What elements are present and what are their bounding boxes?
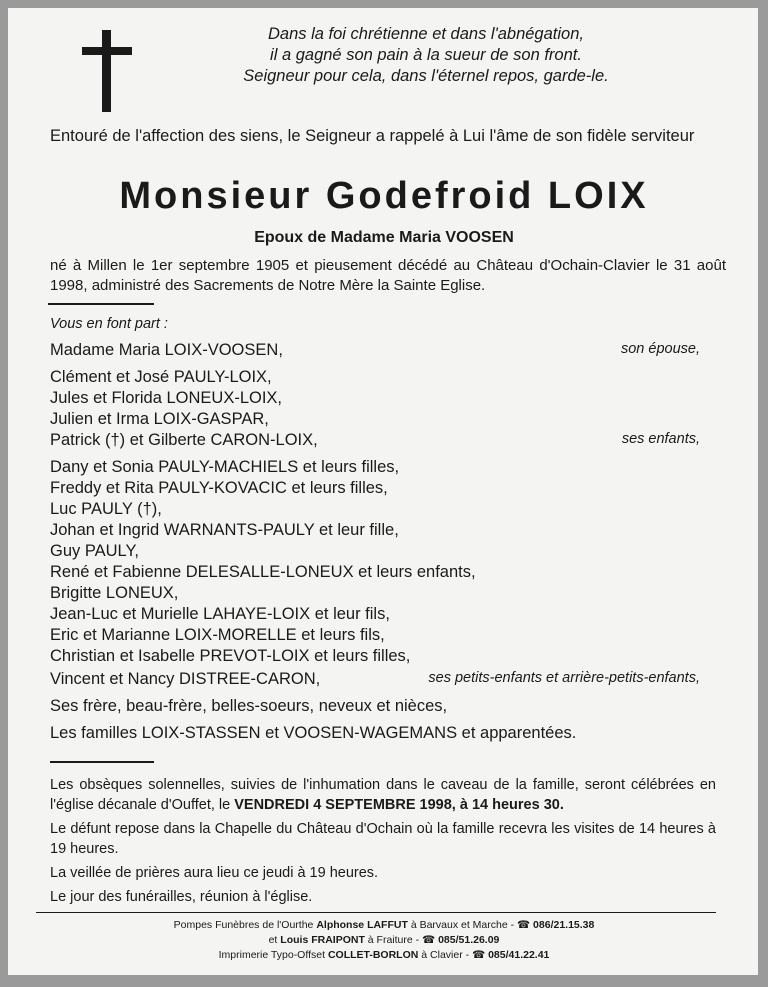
footer-phone: 085/51.26.09 (438, 934, 500, 946)
list-item: Patrick (†) et Gilberte CARON-LOIX, (50, 431, 318, 449)
deceased-name: Monsieur Godefroid LOIX (119, 175, 649, 217)
reunion-paragraph: Le jour des funérailles, réunion à l'église. (50, 889, 313, 905)
footer-text: à Fraiture - (367, 934, 420, 946)
families-line: Les familles LOIX-STASSEN et VOOSEN-WAGEMANS et apparentées. (50, 724, 577, 742)
wife-name: Madame Maria LOIX-VOOSEN, (50, 341, 283, 359)
grandchildren-last-line (50, 670, 700, 689)
verse-line: Dans la foi chrétienne et dans l'abnégation, (268, 25, 584, 43)
list-item: Jean-Luc et Murielle LAHAYE-LOIX et leur fils, (50, 605, 390, 623)
list-item: René et Fabienne DELESALLE-LONEUX et leurs enfants, (50, 563, 476, 581)
footer-divider (36, 912, 716, 913)
divider (48, 303, 154, 305)
list-item: Johan et Ingrid WARNANTS-PAULY et leur fille, (50, 521, 399, 539)
footer-text: Imprimerie Typo-Offset (218, 949, 326, 961)
footer-line-3 (0, 949, 768, 961)
footer-text: à Clavier - (421, 949, 470, 961)
children-last-line (50, 431, 700, 450)
verse (216, 24, 636, 87)
verse-line: Seigneur pour cela, dans l'éternel repos, garde-le. (243, 67, 609, 85)
announcement-label: Vous en font part : (50, 316, 168, 332)
footer-company: Louis FRAIPONT (280, 934, 365, 946)
phone-icon: ☎ (472, 949, 486, 961)
spouse-line: Epoux de Madame Maria VOOSEN (254, 229, 514, 246)
list-item: Eric et Marianne LOIX-MORELLE et leurs fils, (50, 626, 385, 644)
cross-icon (82, 30, 132, 112)
footer-text: Pompes Funèbres de l'Ourthe (173, 919, 314, 931)
repose-paragraph: Le défunt repose dans la Chapelle du Château d'Ochain où la famille recevra les visites de 14 heures à 19 heures. (50, 821, 716, 857)
footer-line-2 (0, 934, 768, 946)
funeral-info (50, 775, 716, 911)
verse-line: il a gagné son pain à la sueur de son front. (270, 46, 582, 64)
footer-text: et (268, 934, 278, 946)
obseques-date: VENDREDI 4 SEPTEMBRE 1998, à 14 heures 30. (234, 797, 564, 813)
list-item: Freddy et Rita PAULY-KOVACIC et leurs filles, (50, 479, 388, 497)
death-notice-card (8, 8, 758, 975)
footer-phone: 086/21.15.38 (533, 919, 595, 931)
divider (50, 761, 154, 763)
list-item: Dany et Sonia PAULY-MACHIELS et leurs filles, (50, 458, 400, 476)
list-item: Christian et Isabelle PREVOT-LOIX et leurs filles, (50, 647, 411, 665)
veillee-paragraph: La veillée de prières aura lieu ce jeudi à 19 heures. (50, 865, 379, 881)
phone-icon: ☎ (422, 934, 436, 946)
footer-company: Alphonse LAFFUT (316, 919, 408, 931)
intro-text: Entouré de l'affection des siens, le Seigneur a rappelé à Lui l'âme de son fidèle serviteur (50, 127, 695, 145)
list-item: Guy PAULY, (50, 542, 139, 560)
siblings-line: Ses frère, beau-frère, belles-soeurs, neveux et nièces, (50, 697, 448, 715)
birth-death-text: né à Millen le 1er septembre 1905 et pieusement décédé au Château d'Ochain-Clavier le 31 août 1998, administré des Sacrements de Notre Mère la Sainte Eglise. (50, 257, 726, 294)
footer-text: à Barvaux et Marche - (410, 919, 515, 931)
wife-role: son épouse, (620, 341, 700, 357)
footer-line-1 (0, 919, 768, 931)
grandchildren-role: ses petits-enfants et arrière-petits-enfants, (428, 670, 700, 686)
list-item: Brigitte LONEUX, (50, 584, 179, 602)
list-item: Luc PAULY (†), (50, 500, 162, 518)
footer-company: COLLET-BORLON (327, 949, 419, 961)
footer-phone: 085/41.22.41 (488, 949, 550, 961)
phone-icon: ☎ (517, 919, 531, 931)
list-item: Julien et Irma LOIX-GASPAR, (50, 410, 269, 428)
wife-line (50, 341, 700, 360)
list-item: Clément et José PAULY-LOIX, (50, 368, 272, 386)
list-item: Jules et Florida LONEUX-LOIX, (50, 389, 282, 407)
list-item: Vincent et Nancy DISTREE-CARON, (50, 670, 321, 688)
children-role: ses enfants, (621, 431, 700, 447)
obseques-paragraph (50, 775, 716, 815)
obseques-text: Les obsèques solennelles, suivies de l'inhumation dans le caveau de la famille, seront célébrées en l'église décanale d'Ouffet, le (50, 777, 716, 813)
